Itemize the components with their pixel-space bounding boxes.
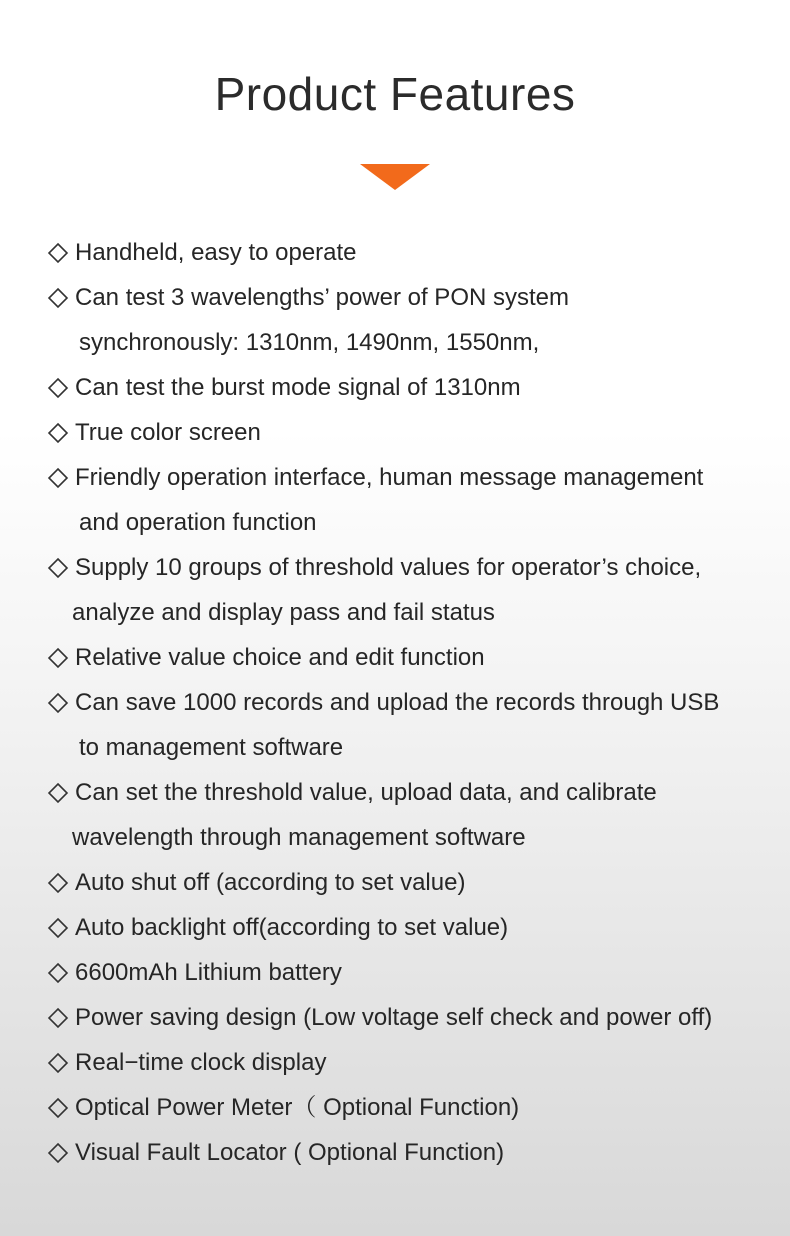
hollow-diamond-icon xyxy=(47,770,69,815)
feature-text-continued: to management software xyxy=(79,734,344,761)
feature-item xyxy=(47,545,787,635)
feature-item xyxy=(47,860,787,905)
feature-text: Can set the threshold value, upload data, and calibrate xyxy=(75,779,657,806)
hollow-diamond-icon xyxy=(47,1040,69,1085)
feature-text-continued: and operation function xyxy=(79,509,317,536)
hollow-diamond-icon xyxy=(47,230,69,275)
feature-item xyxy=(47,635,787,680)
feature-item xyxy=(47,1130,787,1175)
feature-list xyxy=(47,230,787,1175)
feature-item xyxy=(47,905,787,950)
feature-item xyxy=(47,455,787,545)
feature-text: Power saving design (Low voltage self check and power off) xyxy=(75,1004,713,1031)
hollow-diamond-icon xyxy=(47,275,69,320)
feature-item xyxy=(47,1040,787,1085)
feature-text-continued: wavelength through management software xyxy=(72,824,526,851)
hollow-diamond-icon xyxy=(47,545,69,590)
feature-text-continued: analyze and display pass and fail status xyxy=(72,599,495,626)
feature-text: Can test 3 wavelengths’ power of PON system xyxy=(75,284,569,311)
feature-text: Auto backlight off(according to set value) xyxy=(75,914,509,941)
feature-item xyxy=(47,770,787,860)
hollow-diamond-icon xyxy=(47,365,69,410)
hollow-diamond-icon xyxy=(47,860,69,905)
feature-text: Handheld, easy to operate xyxy=(75,239,357,266)
feature-item xyxy=(47,1085,787,1130)
feature-text: True color screen xyxy=(75,419,261,446)
hollow-diamond-icon xyxy=(47,1085,69,1130)
feature-text-continued: synchronously: 1310nm, 1490nm, 1550nm, xyxy=(79,329,540,356)
feature-text: Real−time clock display xyxy=(75,1049,327,1076)
feature-text: Can test the burst mode signal of 1310nm xyxy=(75,374,521,401)
feature-text: Auto shut off (according to set value) xyxy=(75,869,466,896)
feature-text: 6600mAh Lithium battery xyxy=(75,959,342,986)
feature-text: Optical Power Meter（ Optional Function) xyxy=(75,1094,520,1121)
feature-item xyxy=(47,230,787,275)
feature-text: Visual Fault Locator ( Optional Function) xyxy=(75,1139,505,1166)
hollow-diamond-icon xyxy=(47,635,69,680)
feature-item xyxy=(47,410,787,455)
feature-text: Can save 1000 records and upload the records through USB xyxy=(75,689,720,716)
feature-item xyxy=(47,950,787,995)
feature-item xyxy=(47,365,787,410)
hollow-diamond-icon xyxy=(47,455,69,500)
hollow-diamond-icon xyxy=(47,410,69,455)
feature-text: Supply 10 groups of threshold values for operator’s choice, xyxy=(75,554,702,581)
feature-item xyxy=(47,995,787,1040)
feature-item xyxy=(47,275,787,365)
feature-item xyxy=(47,680,787,770)
hollow-diamond-icon xyxy=(47,680,69,725)
hollow-diamond-icon xyxy=(47,1130,69,1175)
down-arrow-icon xyxy=(360,164,430,190)
hollow-diamond-icon xyxy=(47,995,69,1040)
feature-text: Friendly operation interface, human message management xyxy=(75,464,704,491)
hollow-diamond-icon xyxy=(47,905,69,950)
feature-text: Relative value choice and edit function xyxy=(75,644,485,671)
hollow-diamond-icon xyxy=(47,950,69,995)
page-title: Product Features xyxy=(214,68,576,120)
